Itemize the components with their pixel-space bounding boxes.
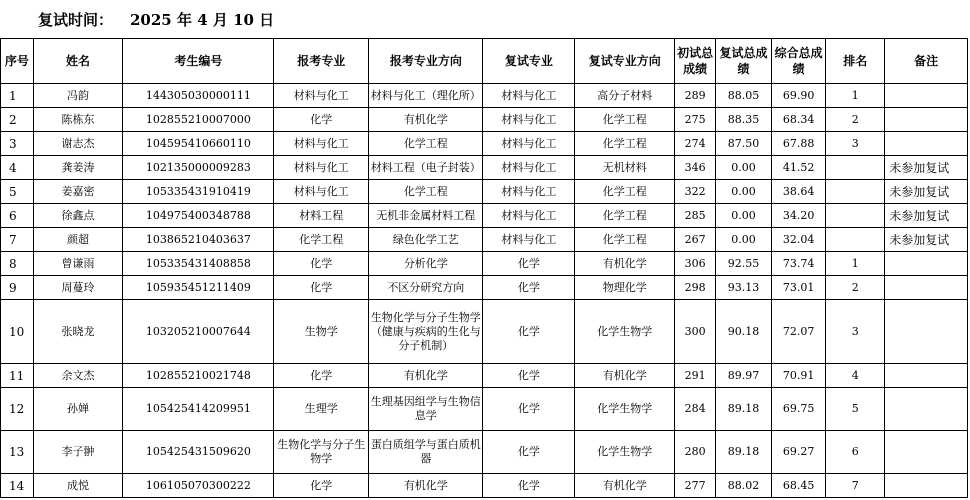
- cell-retest-score: 89.97: [715, 364, 771, 388]
- table-row: [1, 180, 968, 204]
- cell-direction: 生理基因组学与生物信息学: [369, 388, 483, 431]
- cell-major: 材料与化工: [274, 132, 369, 156]
- cell-retest-major: 化学: [483, 276, 575, 300]
- cell-note: [885, 84, 968, 108]
- cell-retest-major: 材料与化工: [483, 84, 575, 108]
- cell-retest-major: 化学: [483, 474, 575, 498]
- cell-direction: 蛋白质组学与蛋白质机器: [369, 431, 483, 474]
- cell-no: 2: [1, 108, 34, 132]
- cell-rank: 2: [826, 276, 885, 300]
- table-row: [1, 252, 968, 276]
- cell-retest-direction: 化学工程: [575, 180, 675, 204]
- cell-note: [885, 132, 968, 156]
- cell-retest-score: 88.02: [715, 474, 771, 498]
- cell-note: 未参加复试: [885, 156, 968, 180]
- cell-total-score: 68.34: [772, 108, 826, 132]
- cell-total-score: 69.75: [772, 388, 826, 431]
- cell-no: 1: [1, 84, 34, 108]
- retest-date: 2025 年 4 月 10 日: [130, 11, 275, 29]
- cell-retest-major: 化学: [483, 431, 575, 474]
- cell-direction: 不区分研究方向: [369, 276, 483, 300]
- cell-no: 5: [1, 180, 34, 204]
- cell-initial-score: 285: [675, 204, 716, 228]
- cell-total-score: 69.27: [772, 431, 826, 474]
- cell-initial-score: 291: [675, 364, 716, 388]
- cell-retest-score: 0.00: [715, 228, 771, 252]
- cell-note: [885, 252, 968, 276]
- cell-major: 化学: [274, 108, 369, 132]
- cell-retest-direction: 化学生物学: [575, 388, 675, 431]
- cell-name: 陈栋东: [33, 108, 123, 132]
- cell-retest-direction: 化学工程: [575, 204, 675, 228]
- cell-retest-score: 87.50: [715, 132, 771, 156]
- cell-rank: 3: [826, 132, 885, 156]
- cell-initial-score: 298: [675, 276, 716, 300]
- cell-major: 化学: [274, 364, 369, 388]
- cell-retest-direction: 有机化学: [575, 252, 675, 276]
- cell-total-score: 41.52: [772, 156, 826, 180]
- cell-note: 未参加复试: [885, 228, 968, 252]
- cell-no: 6: [1, 204, 34, 228]
- cell-total-score: 67.88: [772, 132, 826, 156]
- cell-retest-major: 化学: [483, 252, 575, 276]
- cell-name: 姜嘉密: [33, 180, 123, 204]
- cell-major: 材料与化工: [274, 156, 369, 180]
- cell-total-score: 72.07: [772, 300, 826, 364]
- cell-rank: 1: [826, 252, 885, 276]
- col-header-id: 考生编号: [123, 39, 274, 84]
- cell-id: 104595410660110: [123, 132, 274, 156]
- cell-initial-score: 280: [675, 431, 716, 474]
- cell-name: 周蔓玲: [33, 276, 123, 300]
- cell-initial-score: 306: [675, 252, 716, 276]
- cell-direction: 有机化学: [369, 364, 483, 388]
- cell-no: 12: [1, 388, 34, 431]
- cell-retest-major: 材料与化工: [483, 228, 575, 252]
- cell-retest-score: 88.35: [715, 108, 771, 132]
- col-header-major: 报考专业: [274, 39, 369, 84]
- table-row: [1, 228, 968, 252]
- cell-note: [885, 108, 968, 132]
- cell-retest-direction: 物理化学: [575, 276, 675, 300]
- cell-no: 10: [1, 300, 34, 364]
- cell-direction: 生物化学与分子生物学（健康与疾病的生化与分子机制）: [369, 300, 483, 364]
- table-row: [1, 108, 968, 132]
- cell-name: 冯韵: [33, 84, 123, 108]
- table-row: [1, 388, 968, 431]
- cell-rank: 2: [826, 108, 885, 132]
- cell-total-score: 38.64: [772, 180, 826, 204]
- cell-id: 103865210403637: [123, 228, 274, 252]
- cell-initial-score: 284: [675, 388, 716, 431]
- table-row: [1, 300, 968, 364]
- cell-retest-direction: 化学工程: [575, 228, 675, 252]
- cell-name: 谢志杰: [33, 132, 123, 156]
- table-row: [1, 276, 968, 300]
- cell-total-score: 70.91: [772, 364, 826, 388]
- table-row: [1, 156, 968, 180]
- col-header-note: 备注: [885, 39, 968, 84]
- cell-retest-score: 89.18: [715, 388, 771, 431]
- cell-id: 105335431910419: [123, 180, 274, 204]
- cell-retest-score: 90.18: [715, 300, 771, 364]
- cell-major: 化学工程: [274, 228, 369, 252]
- cell-name: 徐鑫点: [33, 204, 123, 228]
- cell-note: [885, 364, 968, 388]
- cell-note: [885, 474, 968, 498]
- cell-rank: 3: [826, 300, 885, 364]
- cell-no: 9: [1, 276, 34, 300]
- cell-retest-major: 化学: [483, 388, 575, 431]
- cell-note: [885, 300, 968, 364]
- cell-direction: 材料与化工（理化所）: [369, 84, 483, 108]
- col-header-total-score: 综合总成绩: [772, 39, 826, 84]
- cell-initial-score: 275: [675, 108, 716, 132]
- cell-id: 104975400348788: [123, 204, 274, 228]
- cell-direction: 无机非金属材料工程: [369, 204, 483, 228]
- cell-total-score: 69.90: [772, 84, 826, 108]
- cell-total-score: 68.45: [772, 474, 826, 498]
- cell-retest-direction: 有机化学: [575, 474, 675, 498]
- col-header-retest-direction: 复试专业方向: [575, 39, 675, 84]
- cell-rank: 6: [826, 431, 885, 474]
- cell-id: 105425431509620: [123, 431, 274, 474]
- table-header-row: [1, 39, 968, 84]
- cell-id: 144305030000111: [123, 84, 274, 108]
- cell-direction: 化学工程: [369, 132, 483, 156]
- cell-total-score: 34.20: [772, 204, 826, 228]
- cell-name: 成悦: [33, 474, 123, 498]
- col-header-initial-score: 初试总成绩: [675, 39, 716, 84]
- cell-major: 材料与化工: [274, 84, 369, 108]
- cell-note: [885, 388, 968, 431]
- cell-no: 8: [1, 252, 34, 276]
- cell-direction: 有机化学: [369, 474, 483, 498]
- col-header-name: 姓名: [33, 39, 123, 84]
- cell-rank: 7: [826, 474, 885, 498]
- table-row: [1, 204, 968, 228]
- cell-initial-score: 322: [675, 180, 716, 204]
- cell-id: 105425414209951: [123, 388, 274, 431]
- cell-direction: 有机化学: [369, 108, 483, 132]
- cell-total-score: 32.04: [772, 228, 826, 252]
- cell-initial-score: 346: [675, 156, 716, 180]
- cell-retest-major: 材料与化工: [483, 156, 575, 180]
- cell-retest-direction: 高分子材料: [575, 84, 675, 108]
- cell-no: 13: [1, 431, 34, 474]
- cell-id: 102855210021748: [123, 364, 274, 388]
- cell-retest-score: 0.00: [715, 156, 771, 180]
- cell-name: 曾谦雨: [33, 252, 123, 276]
- cell-total-score: 73.74: [772, 252, 826, 276]
- cell-name: 张晓龙: [33, 300, 123, 364]
- cell-rank: 4: [826, 364, 885, 388]
- cell-retest-direction: 化学生物学: [575, 431, 675, 474]
- cell-rank: [826, 204, 885, 228]
- cell-major: 生理学: [274, 388, 369, 431]
- col-header-retest-major: 复试专业: [483, 39, 575, 84]
- table-row: [1, 431, 968, 474]
- col-header-rank: 排名: [826, 39, 885, 84]
- cell-retest-score: 88.05: [715, 84, 771, 108]
- cell-note: [885, 431, 968, 474]
- cell-initial-score: 267: [675, 228, 716, 252]
- cell-direction: 化学工程: [369, 180, 483, 204]
- cell-retest-major: 材料与化工: [483, 180, 575, 204]
- cell-no: 14: [1, 474, 34, 498]
- cell-major: 生物化学与分子生物学: [274, 431, 369, 474]
- cell-id: 106105070300222: [123, 474, 274, 498]
- col-header-retest-score: 复试总成绩: [715, 39, 771, 84]
- cell-name: 余文杰: [33, 364, 123, 388]
- table-row: [1, 474, 968, 498]
- cell-retest-major: 材料与化工: [483, 108, 575, 132]
- cell-retest-major: 化学: [483, 300, 575, 364]
- cell-id: 102135000009283: [123, 156, 274, 180]
- table-row: [1, 84, 968, 108]
- cell-rank: 5: [826, 388, 885, 431]
- cell-name: 李子翀: [33, 431, 123, 474]
- cell-rank: [826, 228, 885, 252]
- cell-id: 105935451211409: [123, 276, 274, 300]
- cell-initial-score: 289: [675, 84, 716, 108]
- table-row: [1, 132, 968, 156]
- cell-retest-major: 材料与化工: [483, 132, 575, 156]
- retest-time-label: 复试时间：: [38, 11, 114, 29]
- cell-retest-direction: 有机化学: [575, 364, 675, 388]
- cell-note: 未参加复试: [885, 180, 968, 204]
- cell-rank: 1: [826, 84, 885, 108]
- table-row: [1, 364, 968, 388]
- cell-initial-score: 300: [675, 300, 716, 364]
- cell-name: 颜超: [33, 228, 123, 252]
- cell-rank: [826, 180, 885, 204]
- cell-retest-score: 92.55: [715, 252, 771, 276]
- cell-retest-major: 化学: [483, 364, 575, 388]
- cell-retest-major: 材料与化工: [483, 204, 575, 228]
- cell-no: 4: [1, 156, 34, 180]
- cell-id: 103205210007644: [123, 300, 274, 364]
- cell-no: 11: [1, 364, 34, 388]
- cell-major: 材料工程: [274, 204, 369, 228]
- results-table: [0, 38, 968, 498]
- cell-total-score: 73.01: [772, 276, 826, 300]
- cell-name: 龚姜涛: [33, 156, 123, 180]
- col-header-no: 序号: [1, 39, 34, 84]
- col-header-direction: 报考专业方向: [369, 39, 483, 84]
- cell-id: 102855210007000: [123, 108, 274, 132]
- page-header: [0, 0, 970, 38]
- cell-direction: 分析化学: [369, 252, 483, 276]
- cell-no: 3: [1, 132, 34, 156]
- cell-retest-direction: 化学工程: [575, 108, 675, 132]
- cell-direction: 绿色化学工艺: [369, 228, 483, 252]
- cell-retest-score: 89.18: [715, 431, 771, 474]
- cell-retest-score: 0.00: [715, 180, 771, 204]
- cell-major: 化学: [274, 252, 369, 276]
- cell-initial-score: 277: [675, 474, 716, 498]
- cell-retest-direction: 化学工程: [575, 132, 675, 156]
- cell-id: 105335431408858: [123, 252, 274, 276]
- cell-no: 7: [1, 228, 34, 252]
- cell-retest-score: 93.13: [715, 276, 771, 300]
- cell-retest-direction: 无机材料: [575, 156, 675, 180]
- cell-retest-direction: 化学生物学: [575, 300, 675, 364]
- cell-retest-score: 0.00: [715, 204, 771, 228]
- cell-major: 化学: [274, 276, 369, 300]
- cell-direction: 材料工程（电子封装）: [369, 156, 483, 180]
- cell-name: 孙婵: [33, 388, 123, 431]
- cell-initial-score: 274: [675, 132, 716, 156]
- cell-major: 化学: [274, 474, 369, 498]
- cell-note: [885, 276, 968, 300]
- cell-major: 生物学: [274, 300, 369, 364]
- cell-rank: [826, 156, 885, 180]
- cell-note: 未参加复试: [885, 204, 968, 228]
- cell-major: 材料与化工: [274, 180, 369, 204]
